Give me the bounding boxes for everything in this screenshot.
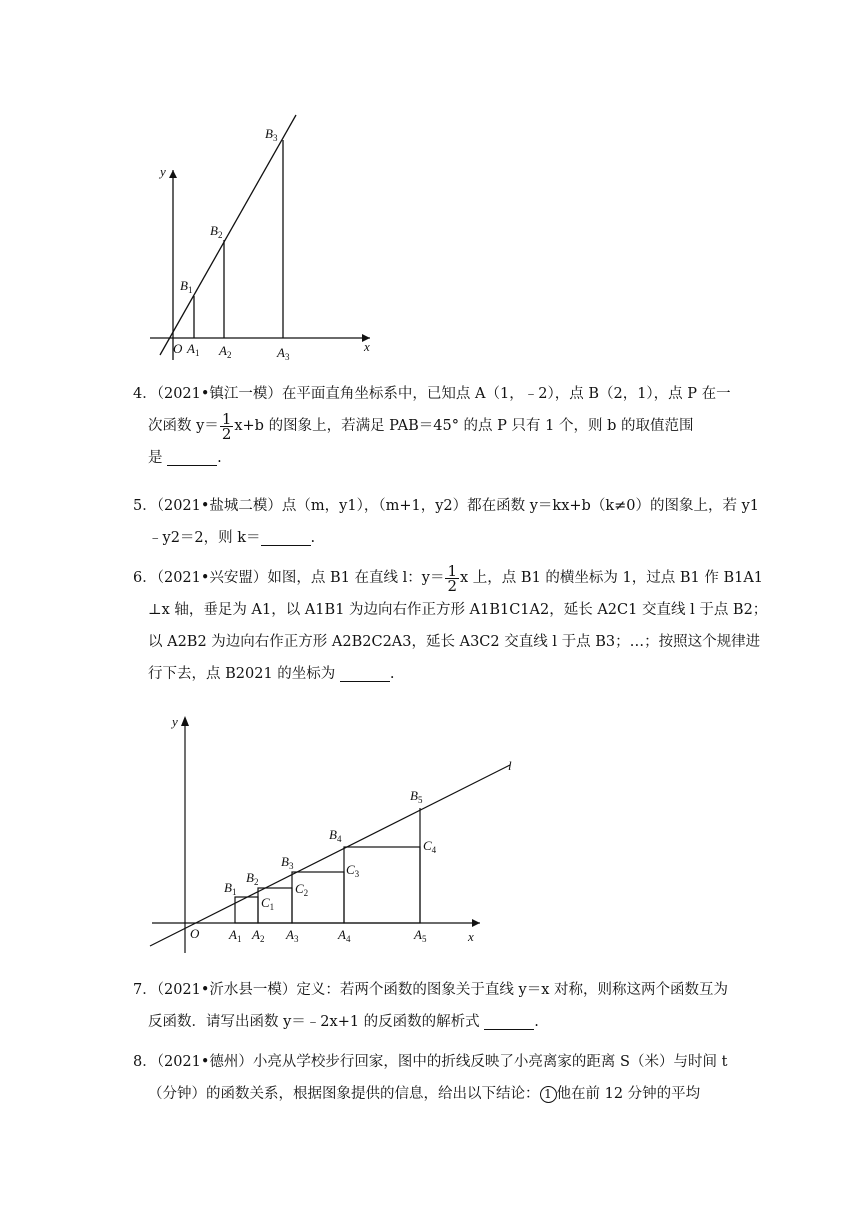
svg-text:A1: $A_1$ [187,341,200,358]
line-label: l [508,758,512,773]
svg-text:C4: $C_4$ [423,838,437,855]
q5-line1: 5．（2021•盐城二模）点（m，y1），（m+1，y2）都在函数 y＝kx+b（k≠0）的图象上，若 y1 [133,498,760,514]
q6-line4: 行下去，点 B2021 的坐标为 . [148,666,395,682]
y-arrow [181,716,189,726]
answer-blank[interactable] [261,531,311,546]
q7-line1: 7．（2021•沂水县一模）定义：若两个函数的图象关于直线 y＝x 对称，则称这两个函数互为 [133,982,729,998]
svg-text:B3: $B_3$ [265,126,278,143]
origin-label: O [173,341,183,356]
answer-blank[interactable] [484,1015,534,1030]
q7-line2: 反函数．请写出函数 y＝﹣2x+1 的反函数的解析式 . [148,1014,539,1030]
question-6 [133,561,768,690]
y-label: y [160,164,166,179]
svg-text:B2: $B_2$ [246,870,259,887]
question-4 [133,378,733,474]
y-arrow [169,170,177,178]
svg-text:B1: $B_1$ [224,880,237,897]
answer-blank[interactable] [167,451,217,466]
svg-text:A2: $A_2$ [252,927,265,944]
fraction: $\frac{1}{2}$ [221,409,232,443]
q4-line1: 4．（2021•镇江一模）在平面直角坐标系中，已知点 A（1，﹣2），点 B（2，1），点 P 在一 [133,386,731,402]
q6-line1: 6．（2021•兴安盟）如图，点 B1 在直线 l：y＝ $\frac{1}{2}$ x 上，点 B1 的横坐标为 1，过点 B1 作 B1A1 [133,561,764,595]
origin-label: O [190,926,200,941]
svg-text:A1: $A_1$ [229,927,242,944]
svg-text:A5: $A_5$ [414,927,427,944]
q4-line2: 次函数 y＝ $\frac{1}{2}$ x+b 的图象上，若满足 PAB＝45° 的点 P 只有 1 个，则 b 的取值范围 [148,409,694,443]
q6-line2: ⊥x 轴，垂足为 A1，以 A1B1 为边向右作正方形 A1B1C1A2，延长 A2C1 交直线 l 于点 B2； [148,602,768,618]
q5-line2: ﹣y2＝2，则 k＝ . [148,530,316,546]
svg-text:C1: $C_1$ [261,895,275,912]
y-label: y [172,714,178,729]
fraction: $\frac{1}{2}$ [447,561,458,595]
line-graph [160,115,296,355]
answer-blank[interactable] [340,667,390,682]
svg-text:A2: $A_2$ [219,343,232,360]
svg-text:A4: $A_4$ [338,927,351,944]
svg-text:B1: $B_1$ [180,278,193,295]
question-5 [133,490,760,554]
svg-text:B3: $B_3$ [281,854,294,871]
svg-text:C3: $C_3$ [346,862,360,879]
question-7 [133,974,733,1038]
figure-1 [140,110,390,365]
x-label: x [364,339,370,354]
question-8 [133,1046,733,1110]
x-label: x [468,929,474,944]
svg-text:B5: $B_5$ [410,788,423,805]
q8-line2: （分钟）的函数关系，根据图象提供的信息，给出以下结论： 1 他在前 12 分钟的平均 [148,1086,701,1102]
svg-text:C2: $C_2$ [295,881,309,898]
circled-number: 1 [540,1086,557,1103]
x-arrow [472,919,480,927]
svg-text:A3: $A_3$ [286,927,299,944]
line-l [150,765,510,946]
svg-text:A3: $A_3$ [277,345,290,362]
q4-line3: 是 . [148,450,222,466]
svg-text:B2: $B_2$ [210,223,223,240]
q8-line1: 8．（2021•德州）小亮从学校步行回家，图中的折线反映了小亮离家的距离 S（米）与时间 t [133,1054,728,1070]
svg-text:B4: $B_4$ [329,827,342,844]
q6-line3: 以 A2B2 为边向右作正方形 A2B2C2A3，延长 A3C2 交直线 l 于点 B3；…；按照这个规律进 [148,634,761,650]
figure-2 [140,708,560,966]
